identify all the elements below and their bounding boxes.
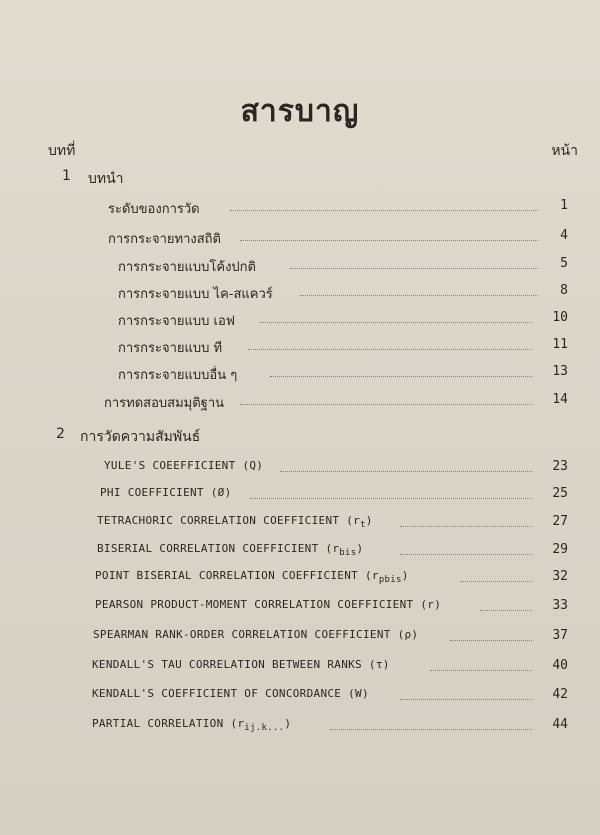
toc-entry-page: 42 [552,687,568,702]
toc-entry-label-tail: ) [365,514,373,527]
toc-entry [0,459,600,479]
leader-dots [480,610,532,611]
page-column-header: หน้า [551,143,578,159]
leader-dots [400,554,532,555]
toc-entry [0,687,600,707]
leader-dots [240,240,538,241]
leader-dots [300,295,538,296]
chapter-number: 2 [56,426,65,442]
leader-dots [400,526,532,527]
toc-entry-label: ระดับของการวัด [108,202,200,217]
toc-entry-page: 37 [552,628,568,643]
toc-entry [0,514,600,534]
toc-entry-page: 32 [552,569,568,584]
leader-dots [460,581,532,582]
leader-dots [280,471,532,472]
toc-entry-label [92,717,291,733]
toc-entry [0,364,600,384]
leader-dots [248,349,532,350]
chapter-heading [0,168,600,188]
toc-entry-page: 25 [552,486,568,501]
subscript: ij.k... [244,723,285,734]
toc-entry-label: การทดสอบสมมุติฐาน [104,396,225,411]
leader-dots [330,729,532,730]
toc-entry [0,628,600,648]
toc-entry-page: 29 [552,542,568,557]
subscript: bis [339,548,357,559]
toc-entry-page: 5 [560,256,568,271]
toc-entry [0,310,600,330]
toc-entry-page: 14 [552,392,568,407]
toc-entry [0,569,600,589]
toc-entry-page: 23 [552,459,568,474]
toc-entry-label: การกระจายแบบโค้งปกติ [118,260,256,275]
toc-entry-page: 4 [560,228,568,243]
toc-entry [0,598,600,618]
toc-entry-page: 8 [560,283,568,298]
toc-entry-page: 40 [552,658,568,673]
toc-entry-label: KENDALL'S TAU CORRELATION BETWEEN RANKS (τ) [92,658,390,671]
toc-entry [0,717,600,737]
chapter-title: บทนำ [88,171,124,187]
toc-entry-page: 1 [560,198,568,213]
toc-entry [0,228,600,248]
toc-entry [0,198,600,218]
toc-entry-page: 11 [552,337,568,352]
chapter-heading [0,426,600,446]
leader-dots [240,404,532,405]
toc-entry [0,542,600,562]
leader-dots [250,498,532,499]
toc-entry-label: การกระจายแบบอื่น ๆ [118,368,238,383]
toc-entry-label-text: BISERIAL CORRELATION COEFFICIENT (r [97,542,340,555]
chapter-title: การวัดความสัมพันธ์ [80,429,201,445]
toc-entry-page: 27 [552,514,568,529]
toc-entry-label: PEARSON PRODUCT-MOMENT CORRELATION COEFFICIENT (r) [95,598,442,611]
chapter-number: 1 [62,168,71,184]
toc-entry-label: PHI COEFFICIENT (Ø) [100,486,232,499]
toc-entry-label: การกระจายทางสถิติ [108,232,221,247]
toc-entry-page: 33 [552,598,568,613]
chapter-column-header: บทที่ [48,143,76,159]
leader-dots [290,268,538,269]
toc-entry-label [95,569,409,585]
leader-dots [270,376,532,377]
leader-dots [430,670,532,671]
toc-entry [0,337,600,357]
leader-dots [230,210,538,211]
toc-entry-label [97,514,373,530]
toc-entry-label: YULE'S COEEFFICIENT (Q) [104,459,264,472]
toc-entry [0,392,600,412]
leader-dots [450,640,532,641]
toc-entry [0,256,600,276]
toc-entry-label-text: POINT BISERIAL CORRELATION COEFFICIENT (r [95,569,379,582]
toc-entry-page: 44 [552,717,568,732]
toc-entry-label [97,542,363,558]
toc-entry-label: KENDALL'S COEFFICIENT OF CONCORDANCE (W) [92,687,369,700]
subscript: pbis [378,575,402,586]
toc-entry-label-text: PARTIAL CORRELATION (r [92,717,245,730]
toc-entry-label: การกระจายแบบ ไค-สแควร์ [118,287,273,302]
page-title: สารบาญ [240,94,360,129]
toc-entry-label-text: TETRACHORIC CORRELATION COEFFICIENT (r [97,514,361,527]
leader-dots [260,322,532,323]
toc-entry [0,283,600,303]
toc-entry-label: SPEARMAN RANK-ORDER CORRELATION COEFFICIENT (ρ) [93,628,419,641]
toc-entry-page: 10 [552,310,568,325]
toc-entry [0,658,600,678]
toc-entry [0,486,600,506]
toc-entry-label-tail: ) [284,717,292,730]
toc-entry-page: 13 [552,364,568,379]
toc-entry-label-tail: ) [401,569,409,582]
leader-dots [400,699,532,700]
toc-entry-label: การกระจายแบบ เอฟ [118,314,235,329]
toc-entry-label: การกระจายแบบ ที [118,341,223,356]
toc-entry-label-tail: ) [356,542,364,555]
subscript: t [360,520,366,531]
